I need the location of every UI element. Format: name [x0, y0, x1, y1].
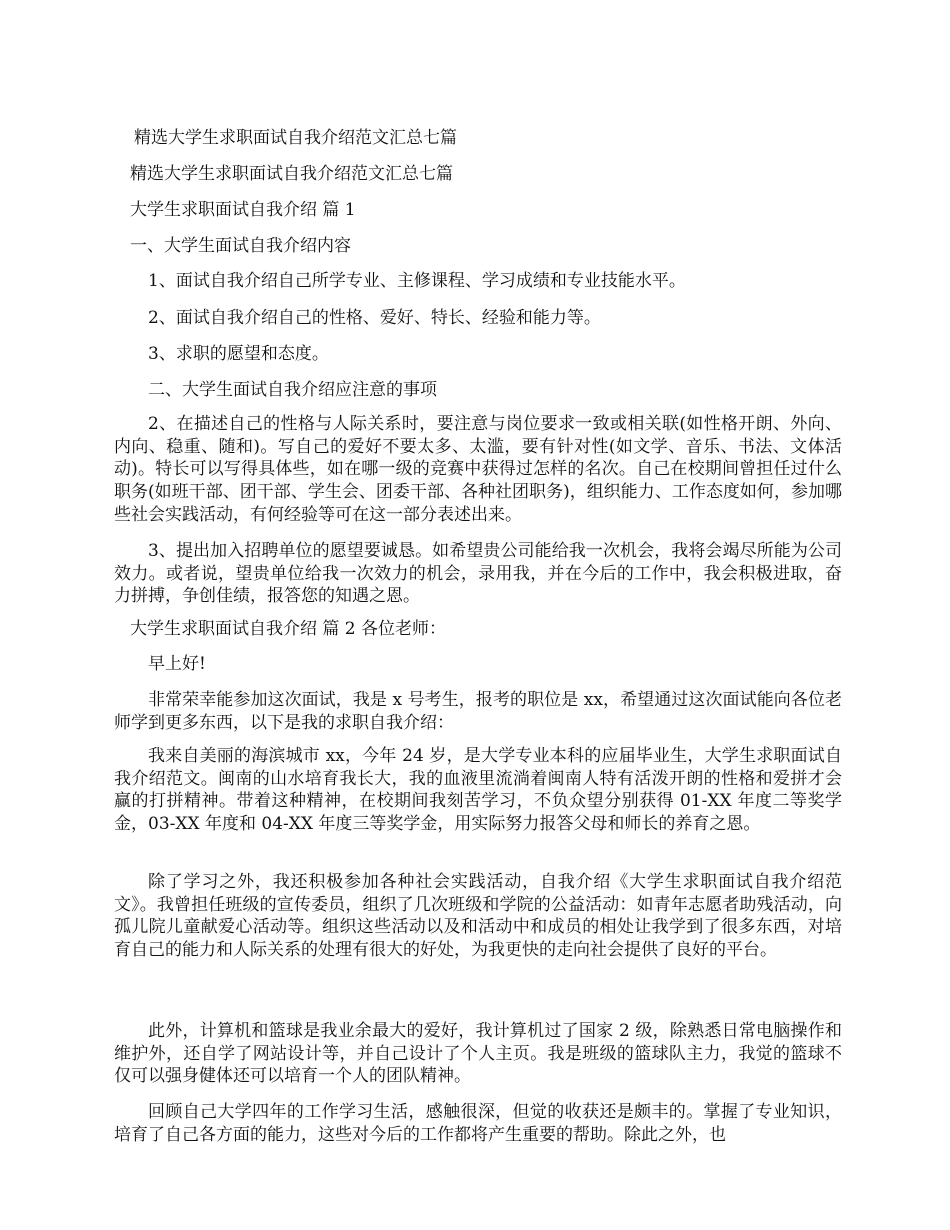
- activities-paragraph: 除了学习之外，我还积极参加各种社会实践活动，自我介绍《大学生求职面试自我介绍范文》。我曾担任班级的宣传委员，组织了几次班级和学院的公益活动：如青年志愿者助残活动，向孤儿院儿童献爱心活动等。组织这些活动以及和活动中和成员的相处让我学到了很多东西，对培育自己的能力和人际关系的处理有很大的好处，为我更快的走向社会提供了良好的平台。: [114, 872, 842, 961]
- intro-paragraph: 非常荣幸能参加这次面试，我是 x 号考生，报考的职位是 xx，希望通过这次面试能向各位老师学到更多东西，以下是我的求职自我介绍：: [114, 690, 842, 733]
- document-title: 精选大学生求职面试自我介绍范文汇总七篇: [134, 128, 457, 148]
- notes-paragraph-2: 2、在描述自己的性格与人际关系时，要注意与岗位要求一致或相关联(如性格开朗、外向、内向、稳重、随和)。写自己的爱好不要太多、太滥，要有针对性(如文学、音乐、书法、文体活动)。特长可以写得具体些，如在哪一级的竞赛中获得过怎样的名次。自己在校期间曾担任过什么职务(如班干部、团干部、学生会、团委干部、各种社团职务)，组织能力、工作态度如何，参加哪些社会实践活动，有何经验等可在这一部分表述出来。: [114, 414, 842, 525]
- document-subtitle: 精选大学生求职面试自我介绍范文汇总七篇: [130, 164, 453, 184]
- section-1-heading: 大学生求职面试自我介绍 篇 1: [130, 200, 356, 220]
- hobbies-paragraph: 此外，计算机和篮球是我业余最大的爱好，我计算机过了国家 2 级，除熟悉日常电脑操作和维护外，还自学了网站设计等，并自己设计了个人主页。我是班级的篮球队主力，我觉的篮球不仅可以强身健体还可以培育一个人的团队精神。: [114, 1021, 842, 1087]
- review-paragraph: 回顾自己大学四年的工作学习生活，感触很深，但觉的收获还是颇丰的。掌握了专业知识，培育了自己各方面的能力，这些对今后的工作都将产生重要的帮助。除此之外，也: [114, 1102, 842, 1145]
- content-item-1: 1、面试自我介绍自己所学专业、主修课程、学习成绩和专业技能水平。: [148, 271, 686, 291]
- hometown-paragraph: 我来自美丽的海滨城市 xx，今年 24 岁，是大学专业本科的应届毕业生，大学生求职面试自我介绍范文。闽南的山水培育我长大，我的血液里流淌着闽南人特有活泼开朗的性格和爱拼才会赢的打拼精神。带着这种精神，在校期间我刻苦学习，不负众望分别获得 01-XX 年度二等奖学金，03-XX 年度和 04-XX 年度三等奖学金，用实际努力报答父母和师长的养育之恩。: [114, 746, 842, 835]
- part-2-heading: 二、大学生面试自我介绍应注意的事项: [148, 380, 437, 400]
- part-1-heading: 一、大学生面试自我介绍内容: [130, 236, 351, 256]
- content-item-3: 3、求职的愿望和态度。: [148, 344, 329, 364]
- notes-paragraph-3: 3、提出加入招聘单位的愿望要诚恳。如希望贵公司能给我一次机会，我将会竭尽所能为公司效力。或者说，望贵单位给我一次效力的机会，录用我，并在今后的工作中，我会积极进取，奋力拼搏，争创佳绩，报答您的知遇之恩。: [114, 541, 842, 607]
- content-item-2: 2、面试自我介绍自己的性格、爱好、特长、经验和能力等。: [148, 308, 601, 328]
- greeting: 早上好!: [148, 654, 206, 674]
- section-2-heading: 大学生求职面试自我介绍 篇 2 各位老师：: [130, 619, 447, 639]
